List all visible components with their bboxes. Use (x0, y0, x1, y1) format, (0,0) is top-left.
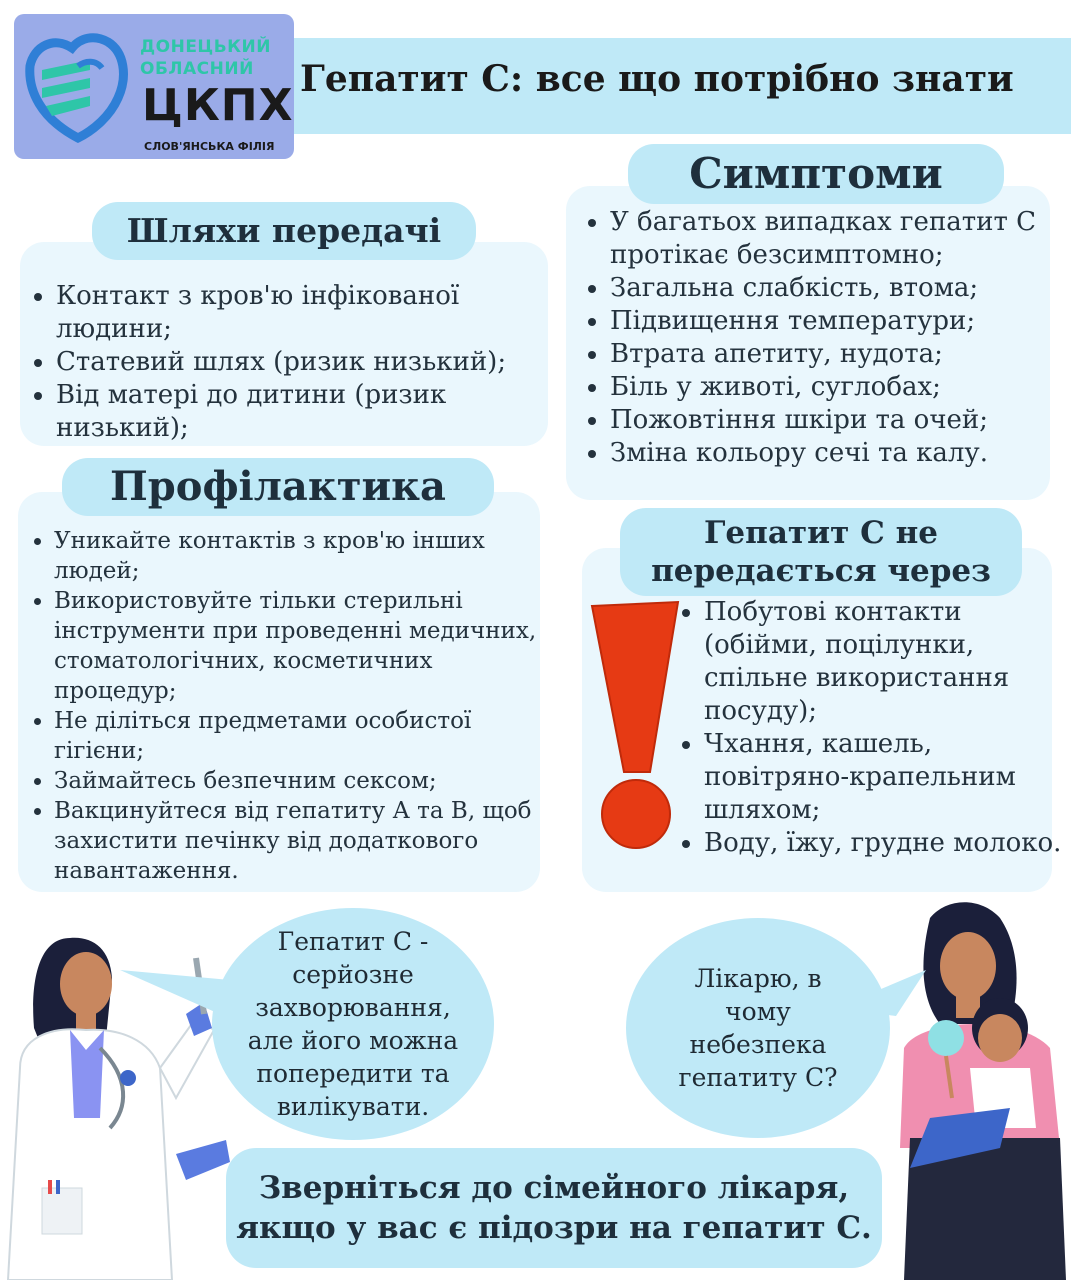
prevention-list (24, 526, 550, 886)
list-item: • Використовуйте тільки стерильні інструменти при проведенні медичних, стоматологічних, косметичних процедур; (54, 586, 550, 706)
symptoms-heading: Симптоми (628, 144, 1004, 204)
list-item: • Воду, їжу, грудне молоко. (704, 827, 1071, 860)
list-item: • Втрата апетиту, нудота; (610, 338, 1071, 371)
transmission-list (26, 280, 556, 445)
cta-line-1: Зверніться до сімейного лікаря, (258, 1170, 850, 1206)
list-item: • Чхання, кашель, повітряно-крапельним шляхом; (704, 728, 1071, 827)
list-item: • Статевий шлях (ризик низький); (56, 346, 556, 379)
mother-child-illustration (860, 888, 1071, 1280)
list-item: • Підвищення температури; (610, 305, 1071, 338)
list-item: • Контакт з кров'ю інфікованої людини; (56, 280, 556, 346)
mother-speech-text: Лікарю, в чому небезпека гепатиту С? (678, 964, 838, 1092)
symptoms-card (566, 186, 1050, 500)
list-item: • Побутові контакти (обійми, поцілунки, спільне використання посуду); (704, 596, 1071, 728)
shield-heart-icon (20, 26, 138, 146)
logo-acronym: ЦКПХ (142, 80, 294, 131)
logo-branch: СЛОВ'ЯНСЬКА ФІЛІЯ (144, 140, 275, 153)
logo-region-text: ДОНЕЦЬКИЙ ОБЛАСНИЙ (140, 37, 272, 79)
doctor-speech-text: Гепатит С - серйозне захворювання, але його можна попередити та вилікувати. (247, 927, 459, 1121)
list-item: • Пожовтіння шкіри та очей; (610, 404, 1071, 437)
prevention-heading: Профілактика (62, 458, 494, 516)
symptoms-list (580, 206, 1071, 470)
list-item: • Вакцинуйтеся від гепатиту А та В, щоб захистити печінку від додаткового навантаження. (54, 796, 550, 886)
exclamation-icon (588, 600, 684, 856)
not-transmitted-list (674, 596, 1071, 860)
list-item: • Загальна слабкість, втома; (610, 272, 1071, 305)
list-item: • У багатьох випадках гепатит С протікає безсимптомно; (610, 206, 1071, 272)
list-item: • Біль у животі, суглобах; (610, 371, 1071, 404)
list-item: • Займайтесь безпечним сексом; (54, 766, 550, 796)
list-item: • Уникайте контактів з кров'ю інших людей; (54, 526, 550, 586)
organization-logo (14, 14, 294, 159)
doctor-speech-bubble (212, 908, 494, 1140)
list-item: • Зміна кольору сечі та калу. (610, 437, 1071, 470)
transmission-heading: Шляхи передачі (92, 202, 476, 260)
list-item: • Не діліться предметами особистої гігієни; (54, 706, 550, 766)
page-title: Гепатит С: все що потрібно знати (300, 58, 1014, 100)
cta-line-2: якщо у вас є підозри на гепатит С. (236, 1210, 872, 1246)
call-to-action (226, 1148, 882, 1268)
list-item: • Від матері до дитини (ризик низький); (56, 379, 556, 445)
prevention-card (18, 492, 540, 892)
not-transmitted-heading: Гепатит С не передається через (620, 508, 1022, 596)
transmission-card (20, 242, 548, 446)
mother-speech-bubble (626, 918, 890, 1138)
